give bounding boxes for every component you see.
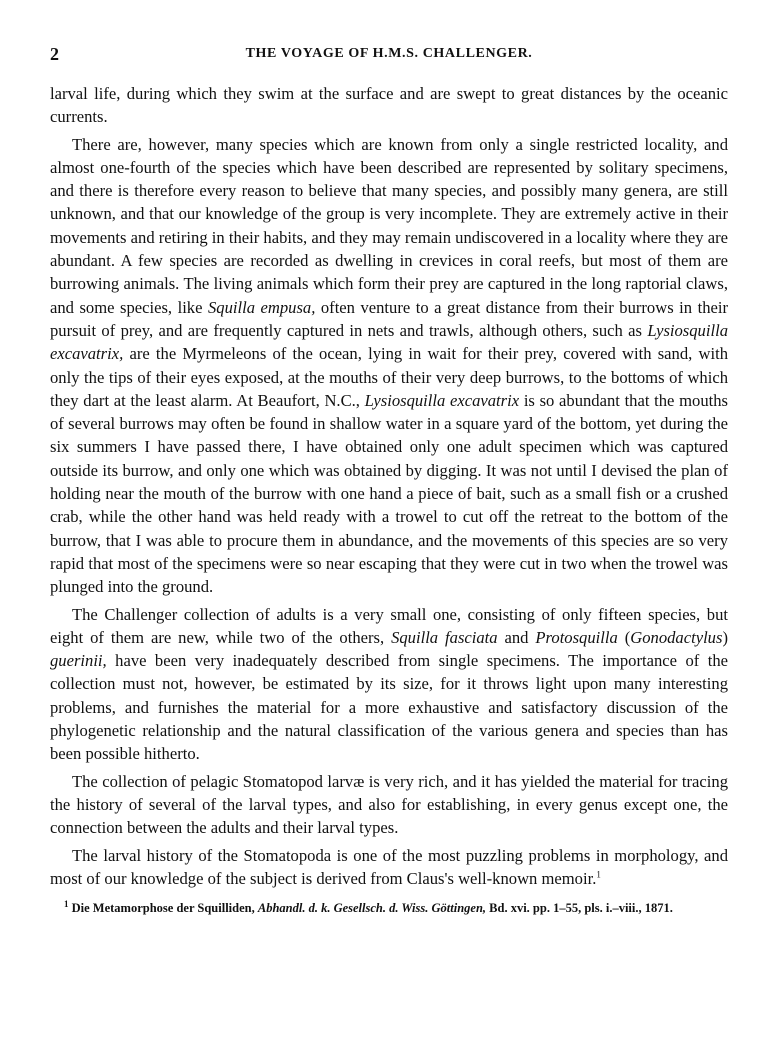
paragraph-3-text: and [497,627,536,647]
species-name: Protosquilla [535,627,618,647]
footnote-text: Die Metamorphose der Squilliden, [68,901,258,916]
paragraph-2-text: are the Myrmeleons of the ocean, lying in wait for their prey, covered with sand, with only the tips of their eyes exposed, at the mouths of their very deep burrows, to the bottoms of which they dart at the least alarm. At Beaufort, N.C., [50,344,728,410]
paragraph-3-text: have been very inadequately described from single specimens. The importance of the collection must not, however, be estimated by its size, for it throws light upon many interesting problems, and furnishes the material for a more exhaustive and satisfactory discussion of the phylogenetic relationship and the natural classification of the various genera and species than has been possible hitherto. [50,651,728,764]
paragraph-1-text: larval life, during which they swim at the surface and are swept to great distances by the oceanic currents. [50,84,728,127]
footnote [50,900,728,916]
paragraph-1 [50,82,728,129]
page [50,44,728,916]
body-text [50,82,728,890]
paragraph-5-text: The larval history of the Stomatopoda is one of the most puzzling problems in morphology, and most of our knowledge of the subject is derived from Claus's well-known memoir. [50,845,728,888]
paragraph-4 [50,770,728,840]
species-name: Lysiosquilla excavatrix, [50,320,728,364]
paragraph-2-text: is so abundant that the mouths of several burrows may often be found in shallow water in a square yard of the bottom, yet during the six summers I have passed there, I have obtained only one adult specimen which was captured outside its burrow, and only one which was obtained by digging. It was not until I devised the plan of holding near the mouth of the burrow with one hand a piece of bait, such as a small fish or a crushed crab, while the other hand was held ready with a trowel to cut off the retreat to the bottom of the burrow, that I was able to procure them in abundance, and the movements of this species are so very rapid that most of the specimens were so near escaping that they were cut in two when the trowel was plunged into the ground. [50,390,728,597]
page-number: 2 [50,44,59,64]
paragraph-2-text: There are, however, many species which are known from only a single restricted locality, and almost one-fourth of the species which have been described are represented by solitary specimens, and there is therefore every reason to believe that many species, and possibly many genera, are still unknown, and that our knowledge of the group is very incomplete. They are extremely active in their movements and retiring in their habits, and they may remain undiscovered in a locality where they are abundant. A few species are recorded as dwelling in crevices in coral reefs, but most of them are burrowing animals. The living animals which form their prey are captured in the long raptorial claws, and some species, like [50,134,728,317]
running-title: THE VOYAGE OF H.M.S. CHALLENGER. [245,46,533,61]
species-name: guerinii, [50,651,107,671]
species-name: Squilla empusa, [207,297,316,317]
footnote-reference[interactable]: 1 [596,869,601,880]
footnote-journal: Abhandl. d. k. Gesellsch. d. Wiss. Göttingen, [257,901,487,916]
paragraph-2 [50,133,728,599]
paragraph-4-text: The collection of pelagic Stomatopod larvæ is very rich, and it has yielded the material for tracing the history of several of the larval types, and also for establishing, in every genus except one, the connection between the adults and their larval types. [50,771,728,838]
paragraph-3-text: ) [722,627,728,647]
species-name: Lysiosquilla excavatrix [364,390,520,410]
paragraph-5 [50,844,728,891]
paragraph-2-text: often venture to a great distance from their burrows in their pursuit of prey, and are frequently captured in nets and trawls, although others, such as [50,297,728,340]
footnote-marker: 1 [64,898,69,909]
paragraph-3 [50,603,728,766]
species-name: Squilla fasciata [391,627,498,647]
footnote-text: Bd. xvi. pp. 1–55, pls. i.–viii., 1871. [486,901,673,916]
genus-name: Gonodactylus [630,627,723,647]
paragraph-3-text: ( [617,627,631,647]
paragraph-3-text: The Challenger collection of adults is a very small one, consisting of only fifteen species, but eight of them are new, while two of the others, [50,604,728,647]
page-header [50,44,728,68]
